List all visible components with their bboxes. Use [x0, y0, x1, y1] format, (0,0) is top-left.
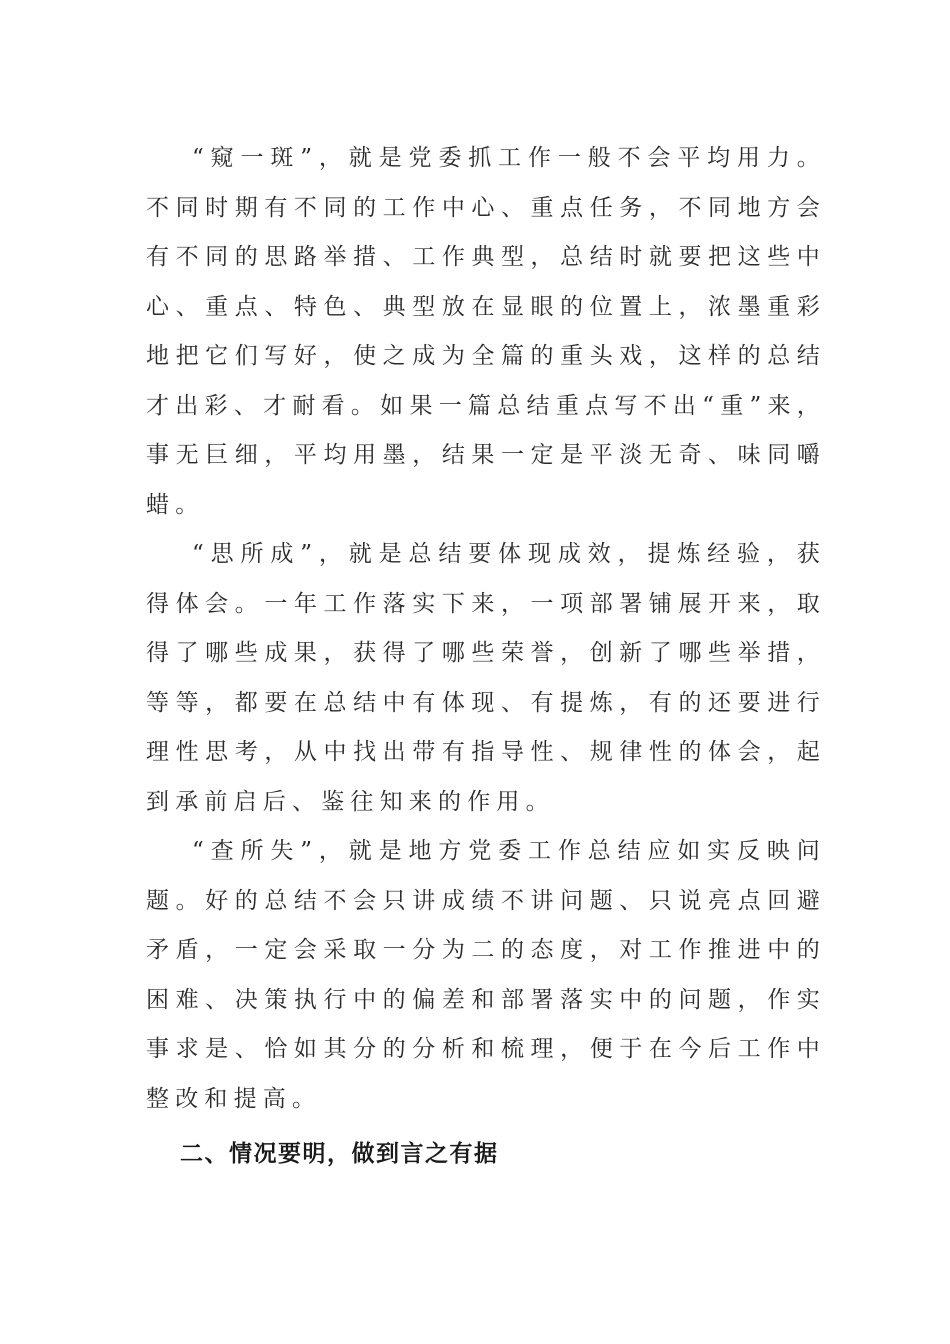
paragraph-cha-suo-shi: “查所失”，就是地方党委工作总结应如实反映问题。好的总结不会只讲成绩不讲问题、只说亮点回避矛盾，一定会采取一分为二的态度，对工作推进中的困难、决策执行中的偏差和部署落实中的问题，作实事求是、恰如其分的分析和梳理，便于在今后工作中整改和提高。 [146, 838, 826, 1112]
paragraph-si-suo-cheng: “思所成”，就是总结要体现成效，提炼经验，获得体会。一年工作落实下来，一项部署铺展开来，取得了哪些成果，获得了哪些荣誉，创新了哪些举措，等等，都要在总结中有体现、有提炼，有的还要进行理性思考，从中找出带有指导性、规律性的体会，起到承前启后、鉴往知来的作用。 [146, 541, 826, 815]
document-body [146, 134, 826, 1179]
paragraph-kui-yi-ban: “窥一斑”，就是党委抓工作一般不会平均用力。不同时期有不同的工作中心、重点任务，不同地方会有不同的思路举措、工作典型，总结时就要把这些中心、重点、特色、典型放在显眼的位置上，浓墨重彩地把它们写好，使之成为全篇的重头戏，这样的总结才出彩、才耐看。如果一篇总结重点写不出“重”来，事无巨细，平均用墨，结果一定是平淡无奇、味同嚼蜡。 [146, 145, 826, 518]
section-heading: 二、情况要明，做到言之有据 [180, 1141, 499, 1167]
